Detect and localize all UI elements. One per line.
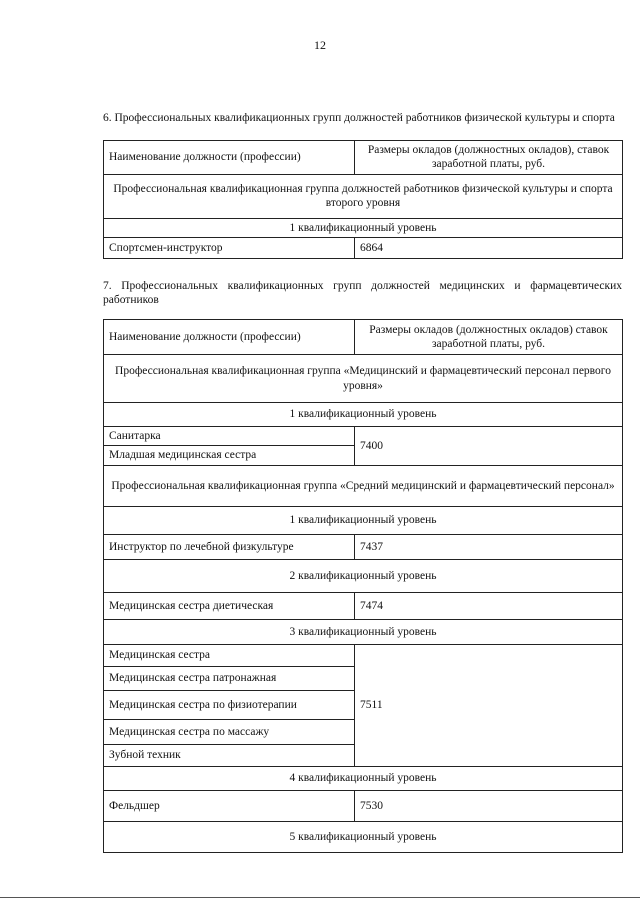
position-name: Медицинская сестра по массажу (104, 719, 355, 744)
level-header: 1 квалификационный уровень (104, 506, 623, 534)
level-header: 1 квалификационный уровень (104, 218, 623, 237)
level-header: 4 квалификационный уровень (104, 766, 623, 790)
group-title: Профессиональная квалификационная группа «Средний медицинский и фармацевтический персонал» (104, 465, 623, 506)
position-name: Медицинская сестра патронажная (104, 666, 355, 690)
position-name: Спортсмен-инструктор (104, 238, 355, 259)
bottom-rule (0, 897, 640, 898)
page-number: 12 (314, 38, 326, 52)
col-header-salary: Размеры окладов (должностных окладов), ставок заработной платы, руб. (355, 141, 623, 175)
position-name: Медицинская сестра (104, 644, 355, 666)
col-header-salary: Размеры окладов (должностных окладов) ставок заработной платы, руб. (355, 320, 623, 355)
level-header: 3 квалификационный уровень (104, 619, 623, 644)
salary-value: 6864 (355, 238, 623, 259)
pkg-sport-table (103, 140, 623, 259)
position-name: Инструктор по лечебной физкультуре (104, 534, 355, 559)
salary-value: 7511 (355, 644, 623, 766)
position-name: Младшая медицинская сестра (104, 446, 355, 465)
salary-value: 7474 (355, 592, 623, 619)
position-name: Фельдшер (104, 790, 355, 821)
salary-value: 7400 (355, 427, 623, 466)
salary-value: 7437 (355, 534, 623, 559)
col-header-position: Наименование должности (профессии) (104, 320, 355, 355)
salary-value: 7530 (355, 790, 623, 821)
position-name: Медицинская сестра диетическая (104, 592, 355, 619)
position-name: Санитарка (104, 427, 355, 446)
col-header-position: Наименование должности (профессии) (104, 141, 355, 175)
level-header: 5 квалификационный уровень (104, 821, 623, 852)
pkg-medical-table (103, 319, 623, 853)
position-name: Медицинская сестра по физиотерапии (104, 690, 355, 719)
section-7-heading: 7. Профессиональных квалификационных групп должностей медицинских и фармацевтических работников (103, 280, 622, 307)
level-header: 1 квалификационный уровень (104, 403, 623, 427)
position-name: Зубной техник (104, 744, 355, 766)
group-title: Профессиональная квалификационная группа «Медицинский и фармацевтический персонал первого уровня» (104, 355, 623, 403)
section-6-heading: 6. Профессиональных квалификационных групп должностей работников физической культуры и спорта (103, 112, 615, 124)
group-title: Профессиональная квалификационная группа должностей работников физической культуры и спорта второго уровня (104, 174, 623, 218)
level-header: 2 квалификационный уровень (104, 559, 623, 592)
